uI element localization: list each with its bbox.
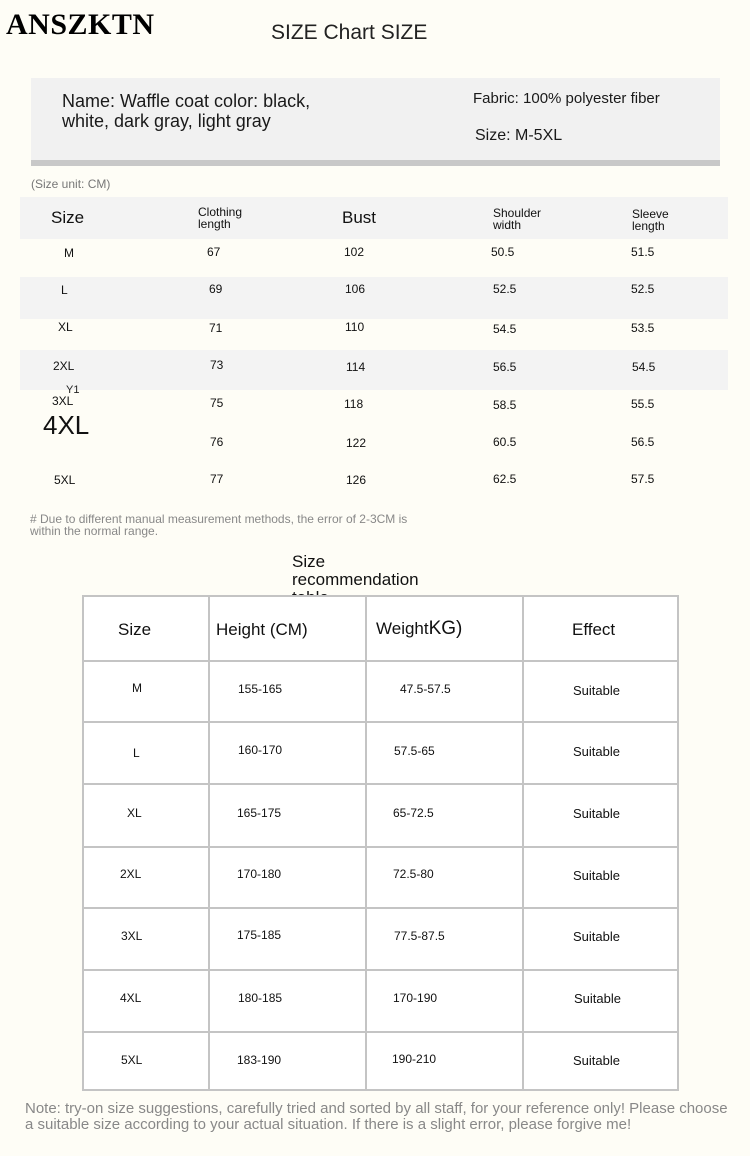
size-chart-header: Shoulder width: [493, 206, 542, 232]
table-cell: 77.5-87.5: [394, 929, 445, 943]
table-cell: L: [133, 746, 140, 760]
recommendation-table: [82, 595, 679, 1091]
table-divider: [84, 1031, 677, 1033]
table-cell: 175-185: [237, 928, 282, 942]
table-cell: Suitable: [573, 683, 620, 698]
table-cell: 62.5: [493, 472, 517, 486]
table-cell: L: [61, 283, 68, 297]
recommendation-title: Size recommendation: [292, 552, 419, 589]
table-divider: [84, 846, 677, 848]
table-cell: 165-175: [237, 806, 282, 820]
table-cell: 3XL: [121, 929, 143, 943]
table-header: Effect: [572, 620, 616, 639]
table-cell: 69: [209, 282, 223, 296]
product-size-range: Size: M-5XL: [475, 127, 563, 144]
table-cell: 58.5: [493, 398, 517, 412]
table-cell: 106: [345, 282, 366, 296]
table-divider: [365, 597, 367, 1089]
table-cell: 170-190: [393, 991, 438, 1005]
table-cell: 56.5: [631, 435, 655, 449]
table-divider: [84, 969, 677, 971]
table-cell: 110: [345, 320, 365, 334]
measurement-error-note: # Due to different manual measurement methods, the error of 2-3CM is within the normal range.: [30, 512, 408, 538]
table-cell: 75: [210, 396, 224, 410]
table-cell: 5XL: [54, 473, 76, 487]
table-cell: 52.5: [631, 282, 655, 296]
table-cell: 54.5: [632, 360, 656, 374]
table-cell: 5XL: [121, 1053, 143, 1067]
weight-unit: KG): [428, 618, 463, 639]
table-header: Size: [118, 620, 152, 639]
product-fabric: Fabric: 100% polyester fiber: [473, 90, 660, 107]
table-cell: Suitable: [574, 991, 621, 1006]
table-divider: [84, 783, 677, 785]
table-cell: 2XL: [53, 359, 75, 373]
table-cell: Suitable: [573, 744, 620, 759]
table-cell: M: [132, 681, 142, 695]
table-cell: 54.5: [493, 322, 517, 336]
table-cell: 2XL: [120, 867, 142, 881]
table-cell: XL: [58, 320, 73, 334]
table-cell: 60.5: [493, 435, 517, 449]
table-cell: 57.5-65: [394, 744, 435, 758]
weight-label: Weight: [376, 619, 429, 638]
table-divider: [208, 597, 210, 1089]
table-cell: 126: [346, 473, 367, 487]
table-cell: 114: [346, 360, 366, 374]
brand-logo: ANSZKTN: [6, 8, 155, 41]
table-cell: 51.5: [631, 245, 655, 259]
table-cell: 47.5-57.5: [400, 682, 451, 696]
table-header: [376, 618, 462, 640]
table-cell: 53.5: [631, 321, 655, 335]
footer-note: Note: try-on size suggestions, carefully tried and sorted by all staff, for your reference only! Please choose a suitable size according to your actual situation. If there is a slight error, please forgive me!: [25, 1100, 728, 1133]
table-divider: [84, 660, 677, 662]
info-box-underline: [31, 160, 720, 166]
size-chart-header: Clothing length: [198, 205, 243, 231]
table-cell: 4XL: [43, 410, 90, 440]
table-cell: 72.5-80: [393, 867, 434, 881]
table-cell: Suitable: [573, 1053, 620, 1068]
table-cell: 71: [209, 321, 223, 335]
table-cell: Suitable: [573, 806, 620, 821]
table-divider: [84, 721, 677, 723]
table-cell: 170-180: [237, 867, 282, 881]
size-chart-header: Bust: [342, 208, 377, 227]
table-cell: Suitable: [573, 868, 620, 883]
table-cell: 183-190: [237, 1053, 282, 1067]
table-cell: M: [64, 246, 74, 260]
table-cell: 52.5: [493, 282, 517, 296]
product-name: Name: Waffle coat color: black, white, dark gray, light gray: [62, 91, 311, 131]
table-cell: 102: [344, 245, 365, 259]
table-divider: [84, 907, 677, 909]
page-title: SIZE Chart SIZE: [271, 21, 428, 44]
table-cell: 190-210: [392, 1052, 437, 1066]
table-cell: 76: [210, 435, 224, 449]
table-cell: 57.5: [631, 472, 655, 486]
table-cell: 50.5: [491, 245, 515, 259]
table-cell: 160-170: [238, 743, 283, 757]
size-chart-band: [20, 350, 728, 390]
table-cell: 55.5: [631, 397, 655, 411]
size-chart-header: Size: [51, 208, 85, 227]
table-cell: 118: [344, 397, 364, 411]
table-cell: 77: [210, 472, 224, 486]
table-cell: Suitable: [573, 929, 620, 944]
table-cell: 3XL: [52, 394, 74, 408]
table-cell: 67: [207, 245, 221, 259]
table-cell: 155-165: [238, 682, 283, 696]
size-chart-band: [20, 277, 728, 319]
size-chart-header: Sleeve length: [632, 207, 669, 233]
stray-mark: Y1: [66, 384, 80, 396]
table-cell: 56.5: [493, 360, 517, 374]
table-cell: 73: [210, 358, 224, 372]
table-divider: [522, 597, 524, 1089]
size-unit-note: (Size unit: CM): [31, 177, 111, 191]
table-cell: 65-72.5: [393, 806, 434, 820]
table-cell: XL: [127, 806, 142, 820]
table-cell: 122: [346, 436, 367, 450]
table-cell: 4XL: [120, 991, 142, 1005]
table-cell: 180-185: [238, 991, 283, 1005]
table-header: Height (CM): [216, 620, 308, 639]
